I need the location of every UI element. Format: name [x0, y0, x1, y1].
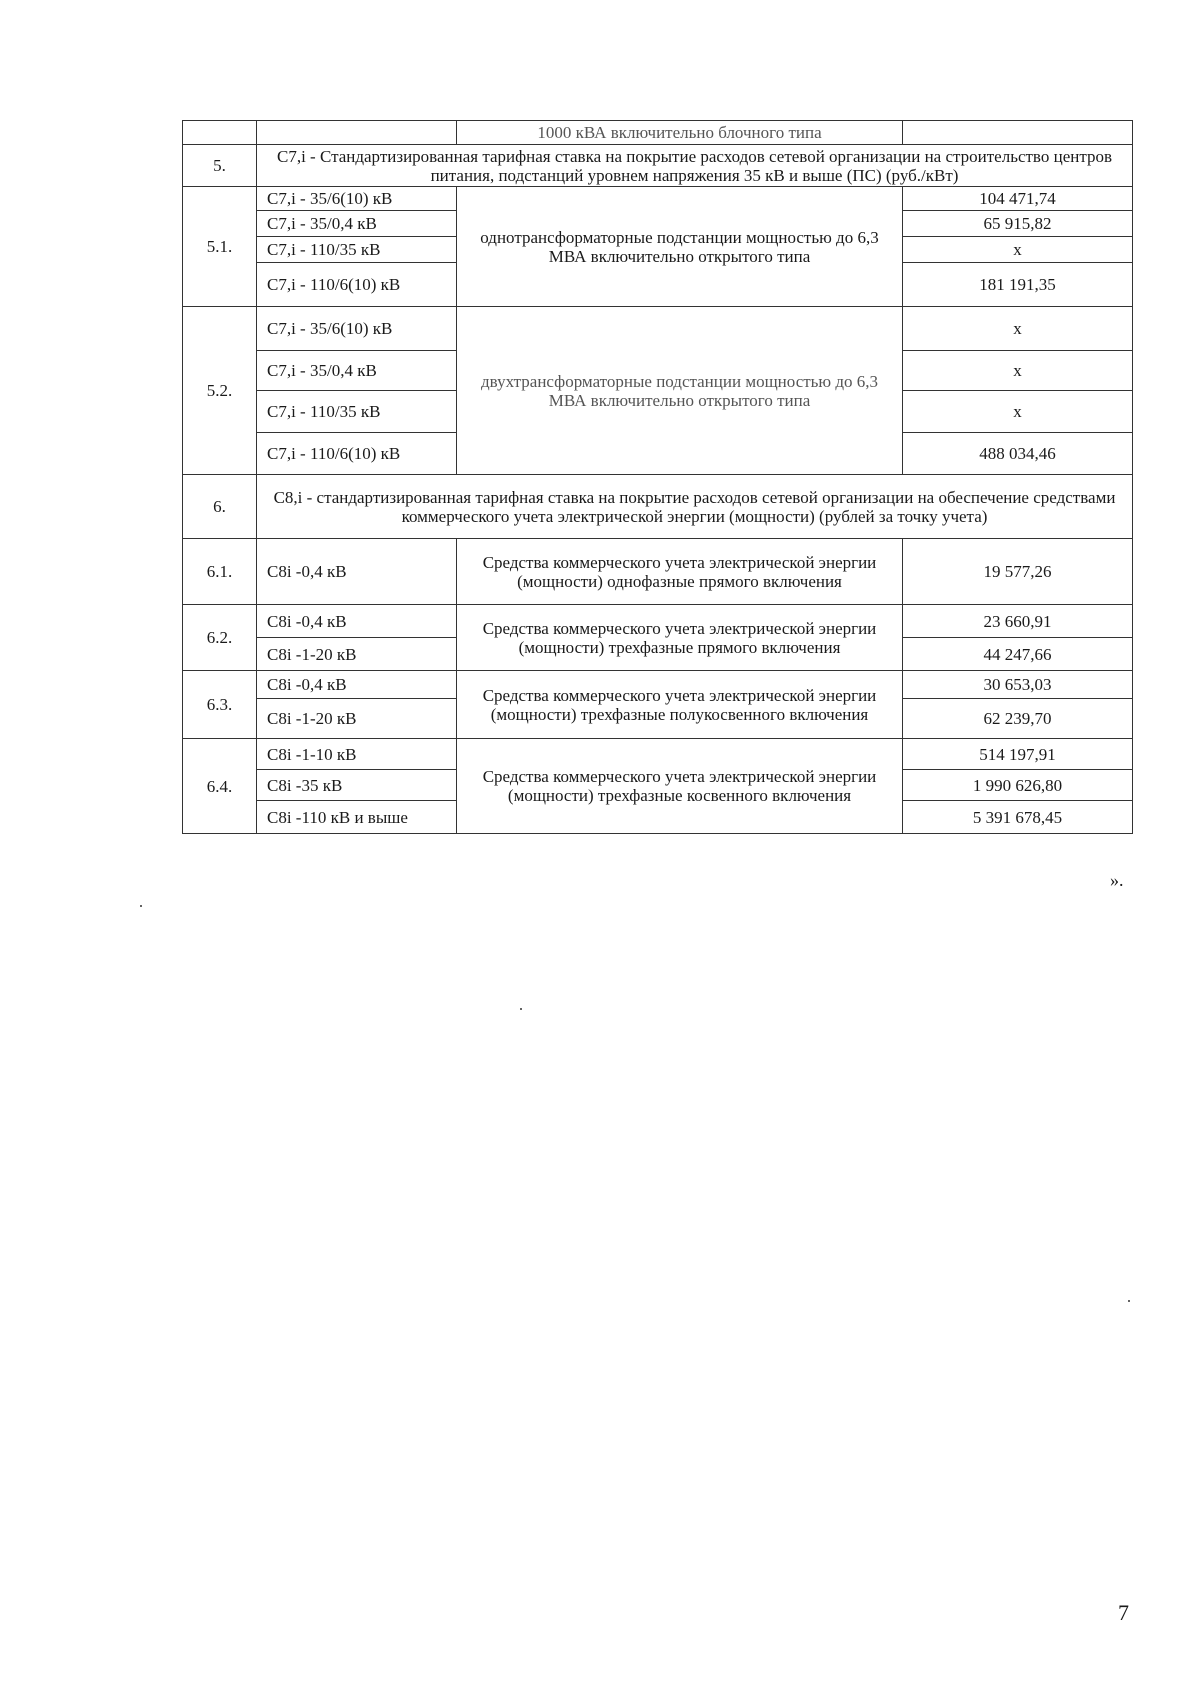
value-cell: 488 034,46	[903, 433, 1133, 475]
table-row	[183, 539, 1133, 605]
group-number: 5.1.	[183, 187, 257, 307]
table-row	[183, 671, 1133, 699]
value-cell: 30 653,03	[903, 671, 1133, 699]
code-cell: С7,i - 35/6(10) кВ	[257, 307, 457, 351]
table-row	[183, 187, 1133, 211]
code-cell: С7,i - 110/6(10) кВ	[257, 263, 457, 307]
group-number: 6.3.	[183, 671, 257, 739]
code-cell: С8i -1-20 кВ	[257, 699, 457, 739]
code-cell	[257, 121, 457, 145]
description-cell: Средства коммерческого учета электрической энергии (мощности) трехфазные прямого включения	[457, 605, 903, 671]
section-title: С8,i - стандартизированная тарифная ставка на покрытие расходов сетевой организации на обеспечение средствами коммерческого учета электрической энергии (мощности) (рублей за точку учета)	[257, 475, 1133, 539]
scan-speck	[520, 1008, 522, 1010]
value-cell: 104 471,74	[903, 187, 1133, 211]
value-cell	[903, 121, 1133, 145]
value-cell: 65 915,82	[903, 211, 1133, 237]
description-cell: Средства коммерческого учета электрической энергии (мощности) однофазные прямого включения	[457, 539, 903, 605]
value-cell: х	[903, 307, 1133, 351]
code-cell: С8i -35 кВ	[257, 770, 457, 801]
section-number: 6.	[183, 475, 257, 539]
group-number: 5.2.	[183, 307, 257, 475]
code-cell: С8i -110 кВ и выше	[257, 801, 457, 834]
code-cell: С7,i - 110/6(10) кВ	[257, 433, 457, 475]
code-cell: С7,i - 35/6(10) кВ	[257, 187, 457, 211]
table-row	[183, 739, 1133, 770]
page-number: 7	[1118, 1600, 1129, 1625]
table-row	[183, 121, 1133, 145]
code-cell: С7,i - 110/35 кВ	[257, 237, 457, 263]
description-cell: двухтрансформаторные подстанции мощностью до 6,3 МВА включительно открытого типа	[457, 307, 903, 475]
value-cell: 19 577,26	[903, 539, 1133, 605]
description-cell: Средства коммерческого учета электрической энергии (мощности) трехфазные косвенного включения	[457, 739, 903, 834]
scan-speck	[1128, 1300, 1130, 1302]
code-cell: С8i -0,4 кВ	[257, 605, 457, 638]
group-number: 6.1.	[183, 539, 257, 605]
closing-quote-mark: ».	[1110, 870, 1124, 890]
section-header-row	[183, 475, 1133, 539]
value-cell: х	[903, 351, 1133, 391]
section-header-row	[183, 145, 1133, 187]
scan-speck	[140, 905, 142, 907]
tariff-table	[182, 120, 1133, 834]
table-row	[183, 307, 1133, 351]
value-cell: 44 247,66	[903, 638, 1133, 671]
value-cell: 5 391 678,45	[903, 801, 1133, 834]
value-cell: х	[903, 391, 1133, 433]
group-number: 6.2.	[183, 605, 257, 671]
table-row	[183, 605, 1133, 638]
value-cell: 1 990 626,80	[903, 770, 1133, 801]
section-number: 5.	[183, 145, 257, 187]
value-cell: 514 197,91	[903, 739, 1133, 770]
section-title: С7,i - Стандартизированная тарифная ставка на покрытие расходов сетевой организации на строительство центров питания, подстанций уровнем напряжения 35 кВ и выше (ПС) (руб./кВт)	[257, 145, 1133, 187]
description-cell: однотрансформаторные подстанции мощностью до 6,3 МВА включительно открытого типа	[457, 187, 903, 307]
value-cell: 62 239,70	[903, 699, 1133, 739]
code-cell: С7,i - 35/0,4 кВ	[257, 211, 457, 237]
description-cell: 1000 кВА включительно блочного типа	[457, 121, 903, 145]
code-cell: С8i -0,4 кВ	[257, 671, 457, 699]
code-cell: С8i -1-10 кВ	[257, 739, 457, 770]
code-cell: С7,i - 110/35 кВ	[257, 391, 457, 433]
code-cell: С8i -1-20 кВ	[257, 638, 457, 671]
value-cell: 23 660,91	[903, 605, 1133, 638]
group-number: 6.4.	[183, 739, 257, 834]
row-number-cell	[183, 121, 257, 145]
code-cell: С8i -0,4 кВ	[257, 539, 457, 605]
code-cell: С7,i - 35/0,4 кВ	[257, 351, 457, 391]
value-cell: х	[903, 237, 1133, 263]
description-cell: Средства коммерческого учета электрической энергии (мощности) трехфазные полукосвенного включения	[457, 671, 903, 739]
value-cell: 181 191,35	[903, 263, 1133, 307]
